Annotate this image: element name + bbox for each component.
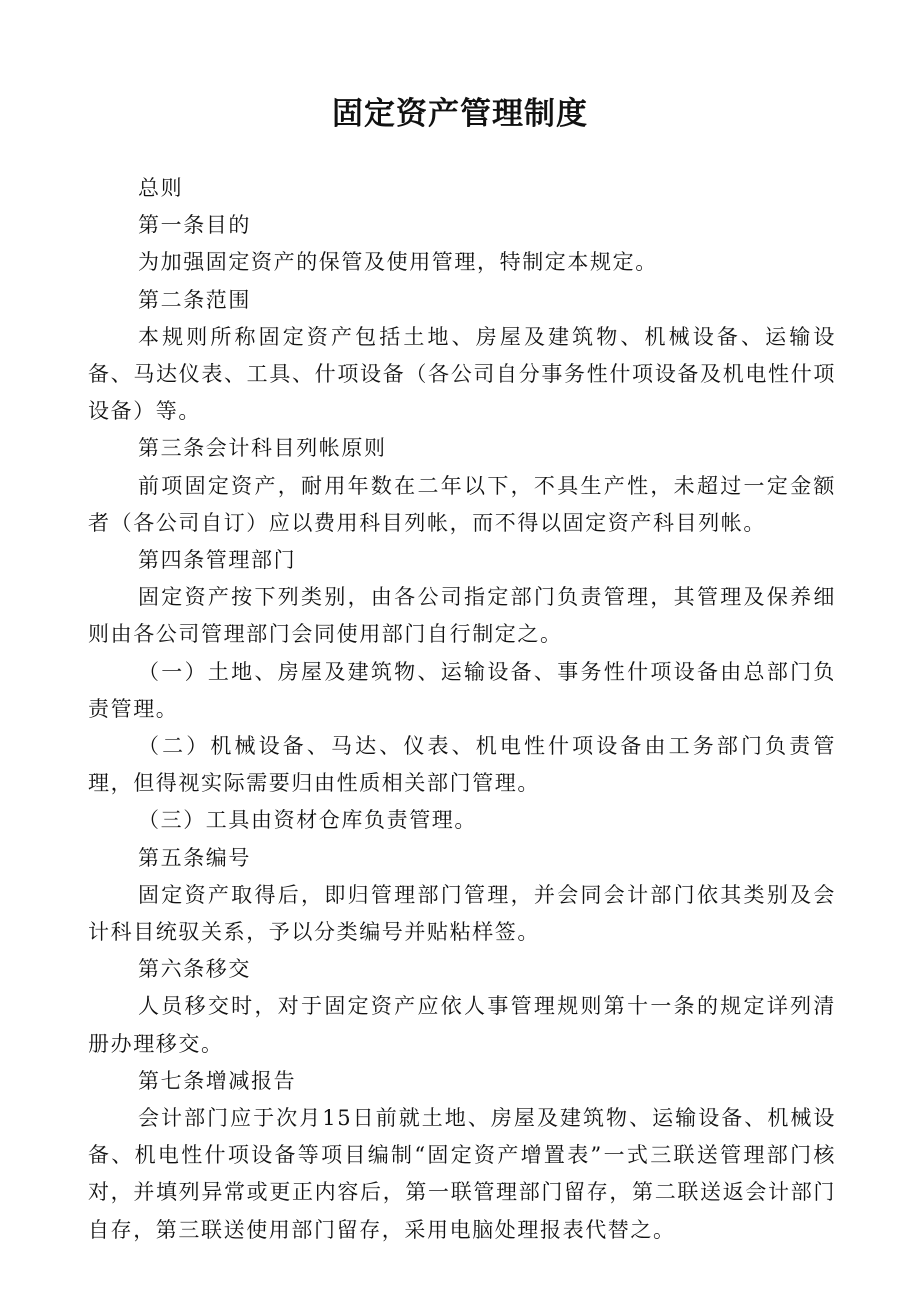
- article-6-text: 人员移交时，对于固定资产应依人事管理规则第十一条的规定详列清册办理移交。: [88, 994, 836, 1056]
- article-7-heading: 第七条增减报告: [138, 1068, 297, 1093]
- article-5-heading: 第五条编号: [138, 845, 251, 870]
- article-4-item-2: （二）机械设备、马达、仪表、机电性什项设备由工务部门负责管理，但得视实际需要归由性质相关部门管理。: [88, 734, 836, 796]
- article-2-text: 本规则所称固定资产包括土地、房屋及建筑物、机械设备、运输设备、马达仪表、工具、什项设备（各公司自分事务性什项设备及机电性什项设备）等。: [88, 324, 836, 424]
- section-heading-general: 总则: [138, 176, 184, 200]
- article-4-item-3: （三）工具由资材仓库负责管理。: [138, 808, 477, 833]
- article-4-heading: 第四条管理部门: [138, 548, 297, 573]
- article-6-heading: 第六条移交: [138, 957, 251, 982]
- article-4-text: 固定资产按下列类别，由各公司指定部门负责管理，其管理及保养细则由各公司管理部门会同使用部门自行制定之。: [88, 585, 836, 647]
- article-7-text: 会计部门应于次月15日前就土地、房屋及建筑物、运输设备、机械设备、机电性什项设备等项目编制“固定资产增置表”一式三联送管理部门核对，并填列异常或更正内容后，第一联管理部门留存，第二联送返会计部门自存，第三联送使用部门留存，采用电脑处理报表代替之。: [88, 1106, 836, 1242]
- article-4-item-1: （一）土地、房屋及建筑物、运输设备、事务性什项设备由总部门负责管理。: [88, 659, 836, 721]
- document-title: 固定资产管理制度: [332, 96, 588, 132]
- article-3-text: 前项固定资产，耐用年数在二年以下，不具生产性，未超过一定金额者（各公司自订）应以费用科目列帐，而不得以固定资产科目列帐。: [88, 473, 836, 535]
- article-1-heading: 第一条目的: [138, 213, 251, 238]
- article-1-text: 为加强固定资产的保管及使用管理，特制定本规定。: [138, 250, 658, 275]
- article-2-heading: 第二条范围: [138, 287, 251, 312]
- article-5-text: 固定资产取得后，即归管理部门管理，并会同会计部门依其类别及会计科目统驭关系，予以分类编号并贴粘样签。: [88, 882, 836, 945]
- article-3-heading: 第三条会计科目列帐原则: [138, 436, 387, 461]
- document-body: [88, 170, 836, 1249]
